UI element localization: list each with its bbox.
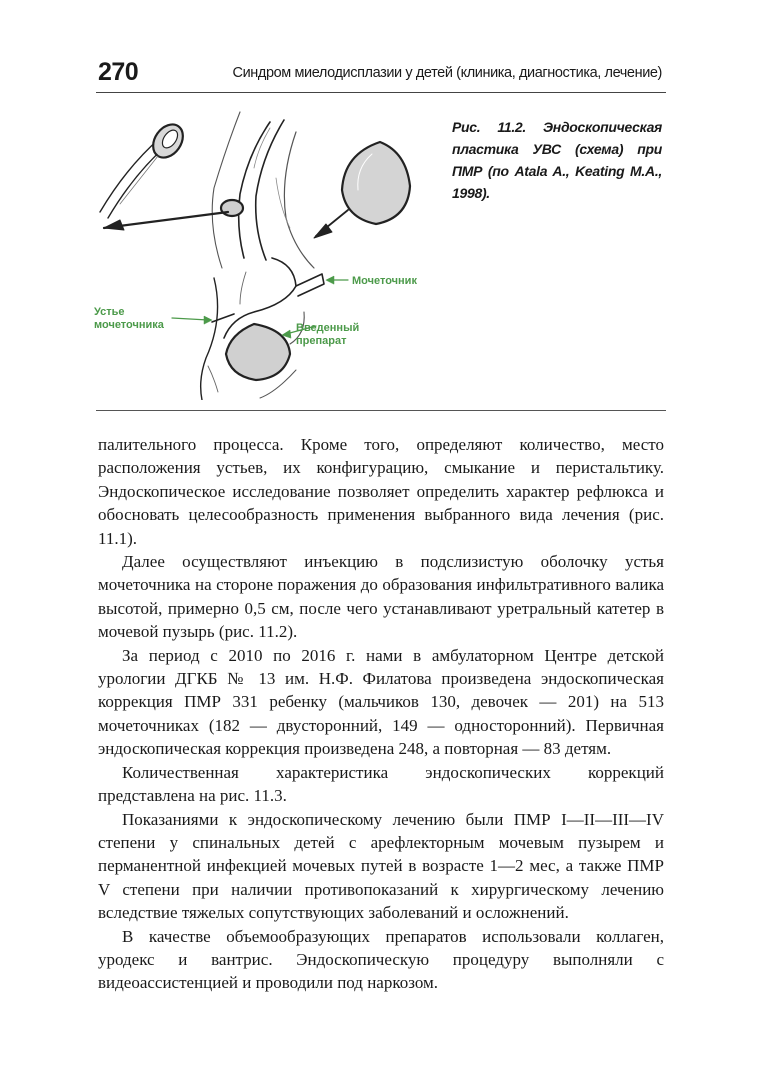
running-header: Синдром миелодисплазии у детей (клиника, диагностика, лечение)	[232, 65, 662, 81]
ureteral-orifice-drawing	[100, 119, 189, 218]
figure-separator	[96, 410, 666, 411]
label-injected-line2: препарат	[296, 335, 347, 347]
paragraph: Показаниями к эндоскопическому лечению были ПМР I—II—III—IV степени у спинальных детей с арефлекторным мочевым пузырем и перманентной инфекцией мочевых путей в возрасте 1—2 мес, а также ПМР V степени при наличии противопоказаний к хирургическому лечению вследствие тяжелых сопутствующих заболеваний и осложнений.	[98, 809, 664, 923]
needle-injection-drawing	[104, 112, 314, 268]
paragraph: Далее осуществляют инъекцию в подслизистую оболочку устья мочеточника на стороне поражения до образования инфильтративного валика высотой, примерно 0,5 см, после чего устанавливают уретральный катетер в мочевой пузырь (рис. 11.2).	[98, 552, 664, 642]
injected-nodule-drawing	[314, 142, 410, 238]
figure-caption: Рис. 11.2. Эндоскопическая пластика УВС (схема) при ПМР (по Atala A., Keating M.A., 1998).	[452, 119, 662, 201]
endoscopy-illustration	[90, 108, 445, 400]
figure-endoscopic-plasty	[90, 108, 445, 400]
page-number: 270	[98, 58, 139, 86]
label-ureter: Мочеточник	[352, 275, 417, 287]
paragraph: За период с 2010 по 2016 г. нами в амбулаторном Центре детской урологии ДГКБ № 13 им. Н.Ф. Филатова произведена эндоскопическая коррекция ПМР 331 ребенку (мальчиков 130, девочек — 201) на 513 мочеточниках (182 — двусторонний, 149 — односторонний). Первичная эндоскопическая коррекция произведена 248, а повторная — 83 детям.	[98, 645, 664, 759]
paragraph: Количественная характеристика эндоскопических коррекций представлена на рис. 11.3.	[98, 762, 664, 806]
header-rule	[96, 92, 666, 93]
label-orifice-line1: Устье	[94, 306, 125, 318]
label-orifice-line2: мочеточника	[94, 319, 164, 331]
paragraph: В качестве объемообразующих препаратов использовали коллаген, уродекс и вантрис. Эндоскопическую процедуру выполняли с видеоассистенцией и проводили под наркозом.	[98, 926, 664, 993]
label-injected-line1: Введенный	[296, 322, 360, 334]
body-text	[98, 433, 664, 995]
orifice-pointer	[172, 318, 208, 320]
paragraph: палительного процесса. Кроме того, определяют количество, место расположения устьев, их конфигурацию, смыкание и перистальтику. Эндоскопическое исследование позволяет определить характер рефлюкса и обосновать целесообразность применения выбранного вида лечения (рис. 11.1).	[98, 435, 664, 548]
